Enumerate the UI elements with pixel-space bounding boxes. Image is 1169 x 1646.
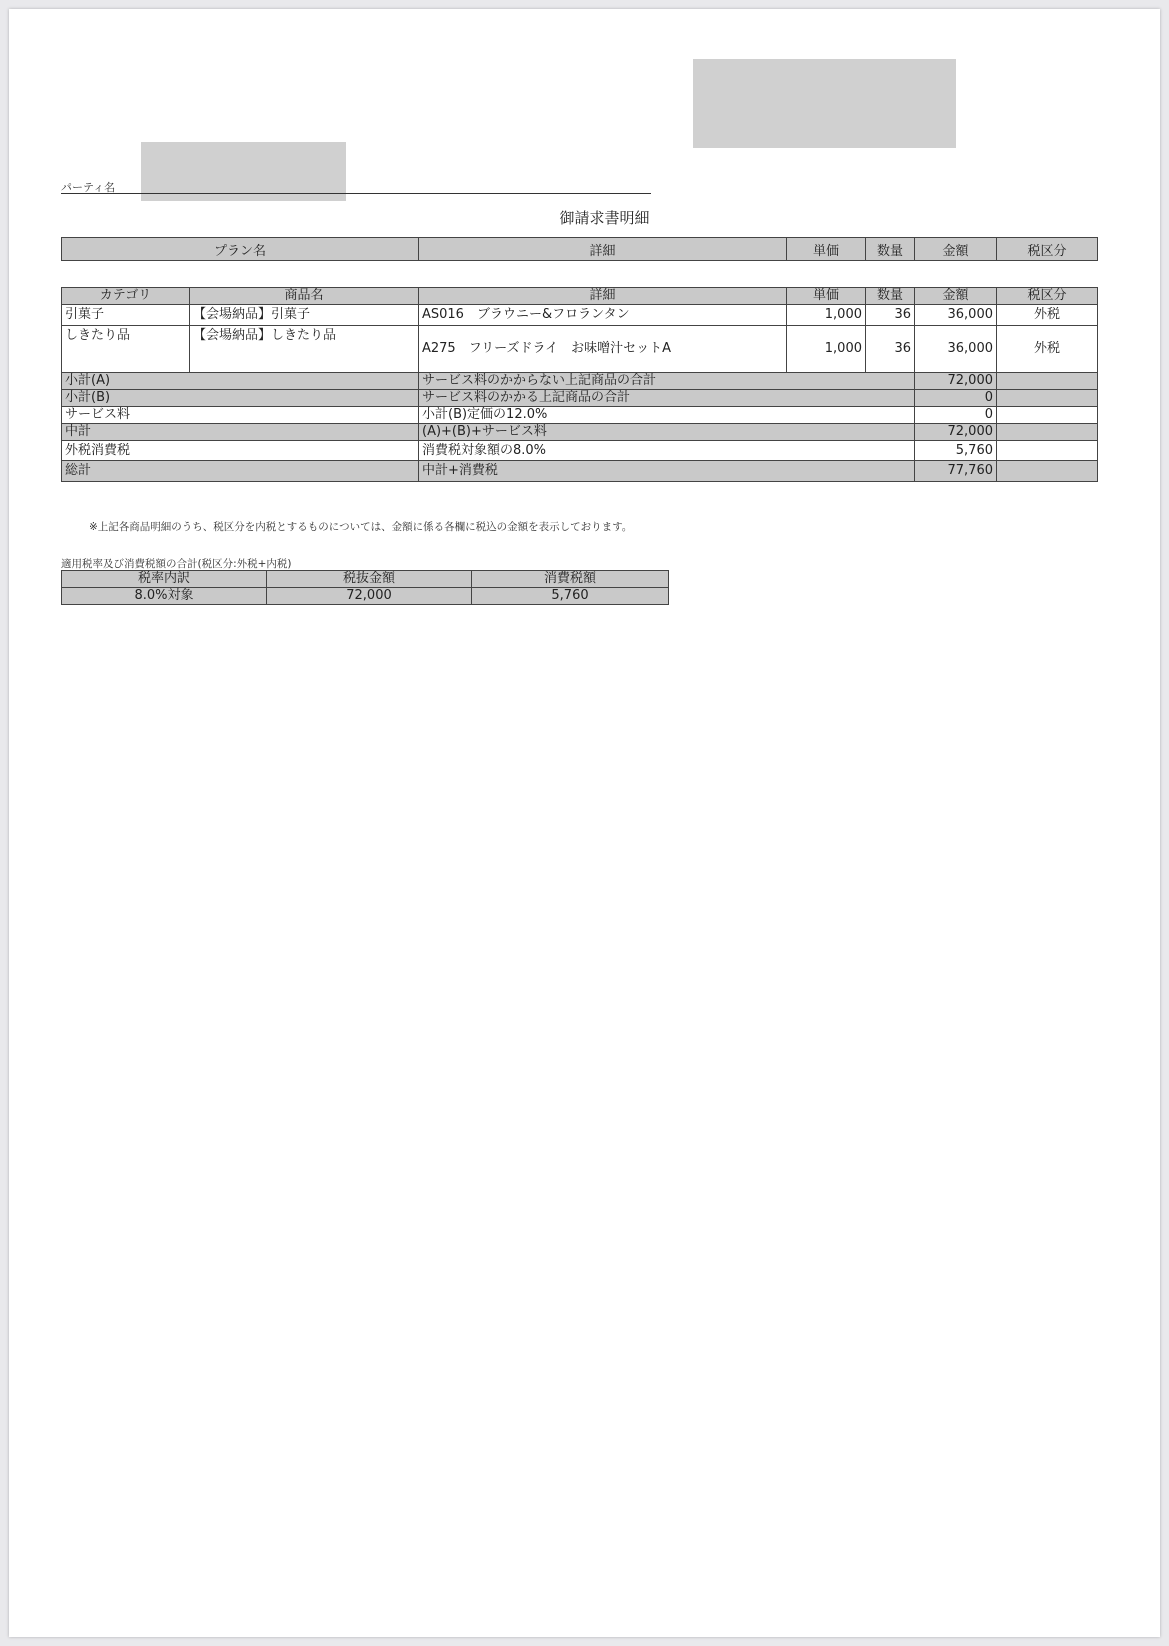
items-header-tax-class: 税区分	[997, 288, 1098, 305]
plan-table	[61, 237, 1098, 261]
item-quantity: 36	[866, 305, 915, 326]
subtotal-b-detail: サービス料のかかる上記商品の合計	[419, 390, 915, 407]
tax-summary-rate: 8.0%対象	[62, 588, 267, 605]
item-amount: 36,000	[915, 326, 997, 373]
item-product: 【会場納品】しきたり品	[190, 326, 419, 373]
tax-summary-taxable: 72,000	[267, 588, 472, 605]
subtotal-b-row	[62, 390, 1098, 407]
item-unit-price: 1,000	[787, 326, 866, 373]
item-category: 引菓子	[62, 305, 190, 326]
subtotal-a-label: 小計(A)	[62, 373, 419, 390]
midtotal-label: 中計	[62, 424, 419, 441]
invoice-page	[9, 9, 1160, 1637]
tax-summary-header-tax: 消費税額	[472, 571, 669, 588]
grand-total-tax-class	[997, 461, 1098, 482]
consumption-tax-amount: 5,760	[915, 441, 997, 461]
item-detail: AS016 ブラウニー&フロランタン	[419, 305, 787, 326]
items-header-amount: 金額	[915, 288, 997, 305]
midtotal-row	[62, 424, 1098, 441]
tax-summary-table	[61, 570, 669, 605]
tax-summary-header-row	[62, 571, 669, 588]
table-row	[62, 305, 1098, 326]
subtotal-a-amount: 72,000	[915, 373, 997, 390]
service-charge-row	[62, 407, 1098, 424]
items-header-unit-price: 単価	[787, 288, 866, 305]
plan-header-unit-price: 単価	[787, 238, 866, 261]
service-charge-tax-class	[997, 407, 1098, 424]
item-tax-class: 外税	[997, 305, 1098, 326]
tax-summary-header-rate: 税率内訳	[62, 571, 267, 588]
item-tax-class: 外税	[997, 326, 1098, 373]
consumption-tax-row	[62, 441, 1098, 461]
item-category: しきたり品	[62, 326, 190, 373]
plan-header-plan-name: プラン名	[62, 238, 419, 261]
subtotal-a-detail: サービス料のかからない上記商品の合計	[419, 373, 915, 390]
plan-header-amount: 金額	[915, 238, 997, 261]
document-title: 御請求書明細	[559, 209, 650, 227]
items-header-category: カテゴリ	[62, 288, 190, 305]
consumption-tax-tax-class	[997, 441, 1098, 461]
items-header-detail: 詳細	[419, 288, 787, 305]
subtotal-a-row	[62, 373, 1098, 390]
grand-total-label: 総計	[62, 461, 419, 482]
tax-summary-tax: 5,760	[472, 588, 669, 605]
grand-total-row	[62, 461, 1098, 482]
item-quantity: 36	[866, 326, 915, 373]
redacted-block	[693, 59, 956, 148]
grand-total-detail: 中計+消費税	[419, 461, 915, 482]
items-header-product: 商品名	[190, 288, 419, 305]
items-header-quantity: 数量	[866, 288, 915, 305]
party-name-label: パーティ名	[61, 181, 116, 194]
item-unit-price: 1,000	[787, 305, 866, 326]
consumption-tax-detail: 消費税対象額の8.0%	[419, 441, 915, 461]
items-table	[61, 287, 1098, 482]
midtotal-detail: (A)+(B)+サービス料	[419, 424, 915, 441]
tax-summary-header-taxable: 税抜金額	[267, 571, 472, 588]
table-row	[62, 326, 1098, 373]
service-charge-detail: 小計(B)定価の12.0%	[419, 407, 915, 424]
service-charge-amount: 0	[915, 407, 997, 424]
tax-summary-caption: 適用税率及び消費税額の合計(税区分:外税+内税)	[61, 558, 292, 570]
service-charge-label: サービス料	[62, 407, 419, 424]
item-detail: A275 フリーズドライ お味噌汁セットA	[419, 326, 787, 373]
midtotal-tax-class	[997, 424, 1098, 441]
subtotal-b-tax-class	[997, 390, 1098, 407]
plan-header-tax-class: 税区分	[997, 238, 1098, 261]
midtotal-amount: 72,000	[915, 424, 997, 441]
tax-summary-row	[62, 588, 669, 605]
subtotal-a-tax-class	[997, 373, 1098, 390]
tax-note: ※上記各商品明細のうち、税区分を内税とするものについては、金額に係る各欄に税込の金額を表示しております。	[89, 521, 633, 533]
consumption-tax-label: 外税消費税	[62, 441, 419, 461]
plan-header-quantity: 数量	[866, 238, 915, 261]
plan-header-detail: 詳細	[419, 238, 787, 261]
item-product: 【会場納品】引菓子	[190, 305, 419, 326]
party-name-underline	[61, 193, 651, 194]
grand-total-amount: 77,760	[915, 461, 997, 482]
subtotal-b-label: 小計(B)	[62, 390, 419, 407]
plan-table-header-row	[62, 238, 1098, 261]
item-amount: 36,000	[915, 305, 997, 326]
subtotal-b-amount: 0	[915, 390, 997, 407]
items-header-row	[62, 288, 1098, 305]
